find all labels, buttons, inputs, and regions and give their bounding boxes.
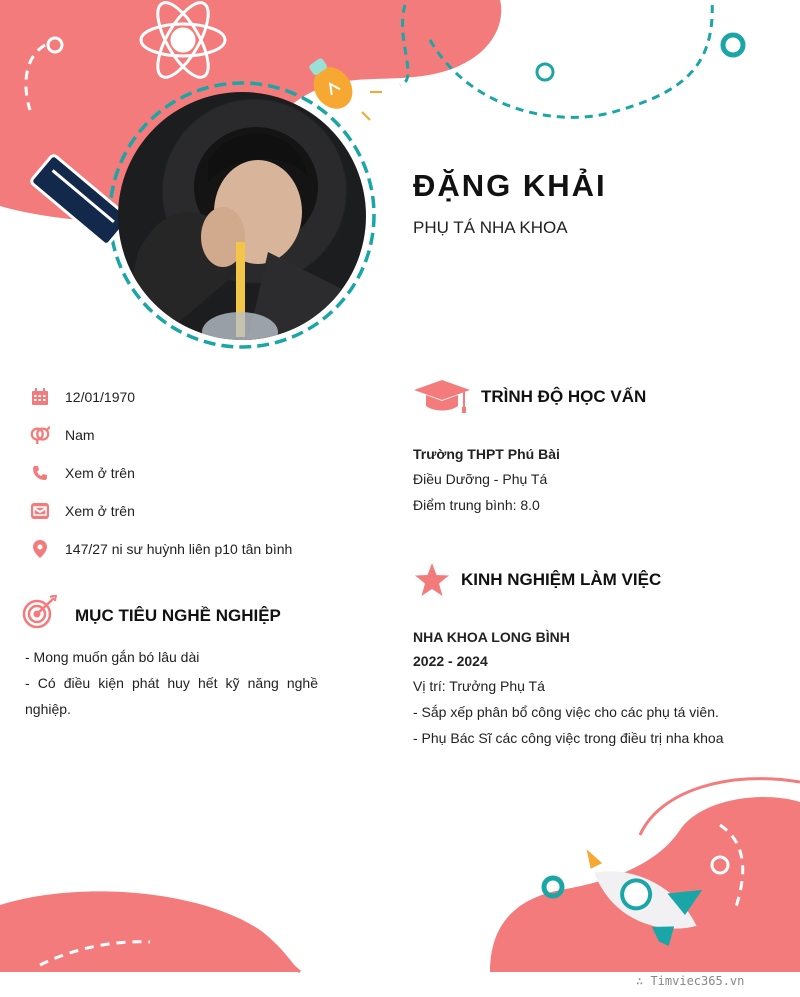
objective-text — [25, 644, 318, 722]
gender-value: Nam — [65, 427, 95, 443]
star-icon — [414, 563, 450, 602]
calendar-icon — [30, 387, 50, 407]
experience-company: NHA KHOA LONG BÌNH — [413, 629, 570, 645]
experience-task: - Phụ Bác Sĩ các công việc trong điều trị nha khoa — [413, 730, 724, 746]
profile-photo — [118, 92, 366, 340]
objective-line: - Mong muốn gắn bó lâu dài — [25, 649, 200, 665]
objective-title: MỤC TIÊU NGHỀ NGHIỆP — [75, 606, 281, 625]
contact-gender — [30, 423, 95, 447]
experience-position: Vị trí: Trưởng Phụ Tá — [413, 678, 545, 694]
experience-title: KINH NGHIỆM LÀM VIỆC — [461, 570, 662, 589]
contact-address — [30, 537, 293, 561]
candidate-name: ĐẶNG KHẢI — [413, 168, 607, 203]
phone-value: Xem ở trên — [65, 465, 135, 481]
contact-phone — [30, 461, 135, 485]
contact-birthdate — [30, 385, 136, 409]
email-icon — [30, 501, 50, 521]
education-title: TRÌNH ĐỘ HỌC VẤN — [481, 387, 647, 406]
address-value: 147/27 ni sư huỳnh liên p10 tân bình — [65, 541, 293, 557]
phone-icon — [30, 463, 50, 483]
contact-email — [30, 499, 135, 523]
education-gpa: Điểm trung bình: 8.0 — [413, 497, 540, 513]
experience-task: - Sắp xếp phân bổ công việc cho các phụ tá viên. — [413, 704, 719, 720]
location-icon — [30, 539, 50, 559]
objective-line: - Có điều kiện phát huy hết kỹ năng nghề nghiệp. — [25, 675, 318, 717]
education-major: Điều Dưỡng - Phụ Tá — [413, 471, 548, 487]
education-school: Trường THPT Phú Bài — [413, 446, 560, 462]
target-icon — [22, 595, 58, 634]
gender-icon — [30, 425, 50, 445]
graduation-cap-icon — [414, 380, 470, 419]
experience-period: 2022 - 2024 — [413, 653, 488, 669]
email-value: Xem ở trên — [65, 503, 135, 519]
birthdate-value: 12/01/1970 — [65, 389, 136, 405]
job-title: PHỤ TÁ NHA KHOA — [413, 218, 568, 237]
watermark: ∴ Timviec365.vn — [636, 974, 745, 988]
